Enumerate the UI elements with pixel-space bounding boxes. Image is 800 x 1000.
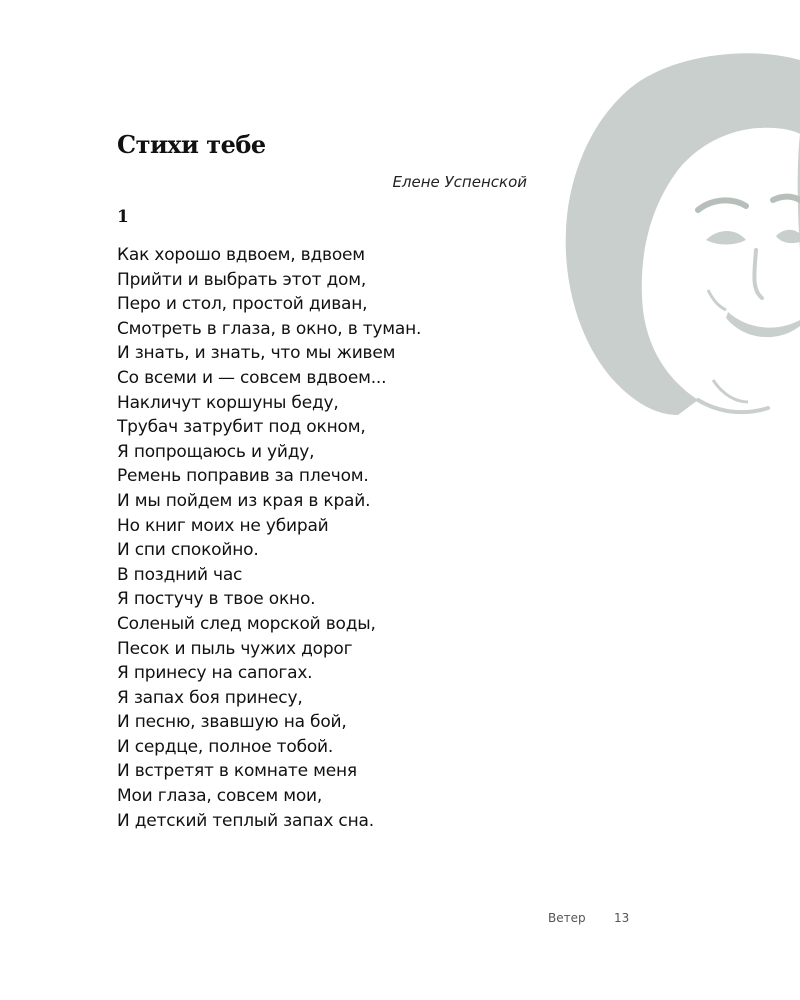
poem-line: Но книг моих не убирай xyxy=(117,515,329,536)
poem-line: Ремень поправив за плечом. xyxy=(117,466,369,487)
poem-line: И знать, и знать, что мы живем xyxy=(117,343,396,364)
poem-line: Я запах боя принесу, xyxy=(117,687,303,708)
poem-line: Я принесу на сапогах. xyxy=(117,663,313,684)
poem-line: И песню, звавшую на бой, xyxy=(117,712,347,733)
poem-line: Со всеми и — совсем вдвоем... xyxy=(117,367,387,388)
poem-line: Мои глаза, совсем мои, xyxy=(117,786,323,807)
poem-title: Стихи тебе xyxy=(117,130,266,159)
section-number: 1 xyxy=(117,207,129,227)
poem-line: И мы пойдем из края в край. xyxy=(117,490,371,511)
poem-line: Прийти и выбрать этот дом, xyxy=(117,269,367,290)
poem-line: И детский теплый запах сна. xyxy=(117,810,374,831)
poem-line: Как хорошо вдвоем, вдвоем xyxy=(117,245,365,265)
poem-line: В поздний час xyxy=(117,564,243,585)
poem-line: Песок и пыль чужих дорог xyxy=(117,638,353,659)
poem-line: И спи спокойно. xyxy=(117,540,259,561)
poem-line: Трубач затрубит под окном, xyxy=(117,417,366,438)
poem-line: Накличут коршуны беду, xyxy=(117,392,339,413)
poem-line: Я попрощаюсь и уйду, xyxy=(117,441,315,462)
page-number: 13 xyxy=(614,911,630,925)
footer-section-name: Ветер xyxy=(548,911,586,925)
dedication: Елене Успенской xyxy=(392,173,527,191)
poem-line: И сердце, полное тобой. xyxy=(117,736,334,757)
poem-line: Я постучу в твое окно. xyxy=(117,589,316,610)
poem-line: И встретят в комнате меня xyxy=(117,761,357,782)
poem-line: Соленый след морской воды, xyxy=(117,613,376,634)
poem-body xyxy=(117,243,421,833)
poem-line: Смотреть в глаза, в окно, в туман. xyxy=(117,318,422,339)
poem-line: Перо и стол, простой диван, xyxy=(117,294,368,315)
woman-portrait-illustration xyxy=(548,50,800,420)
